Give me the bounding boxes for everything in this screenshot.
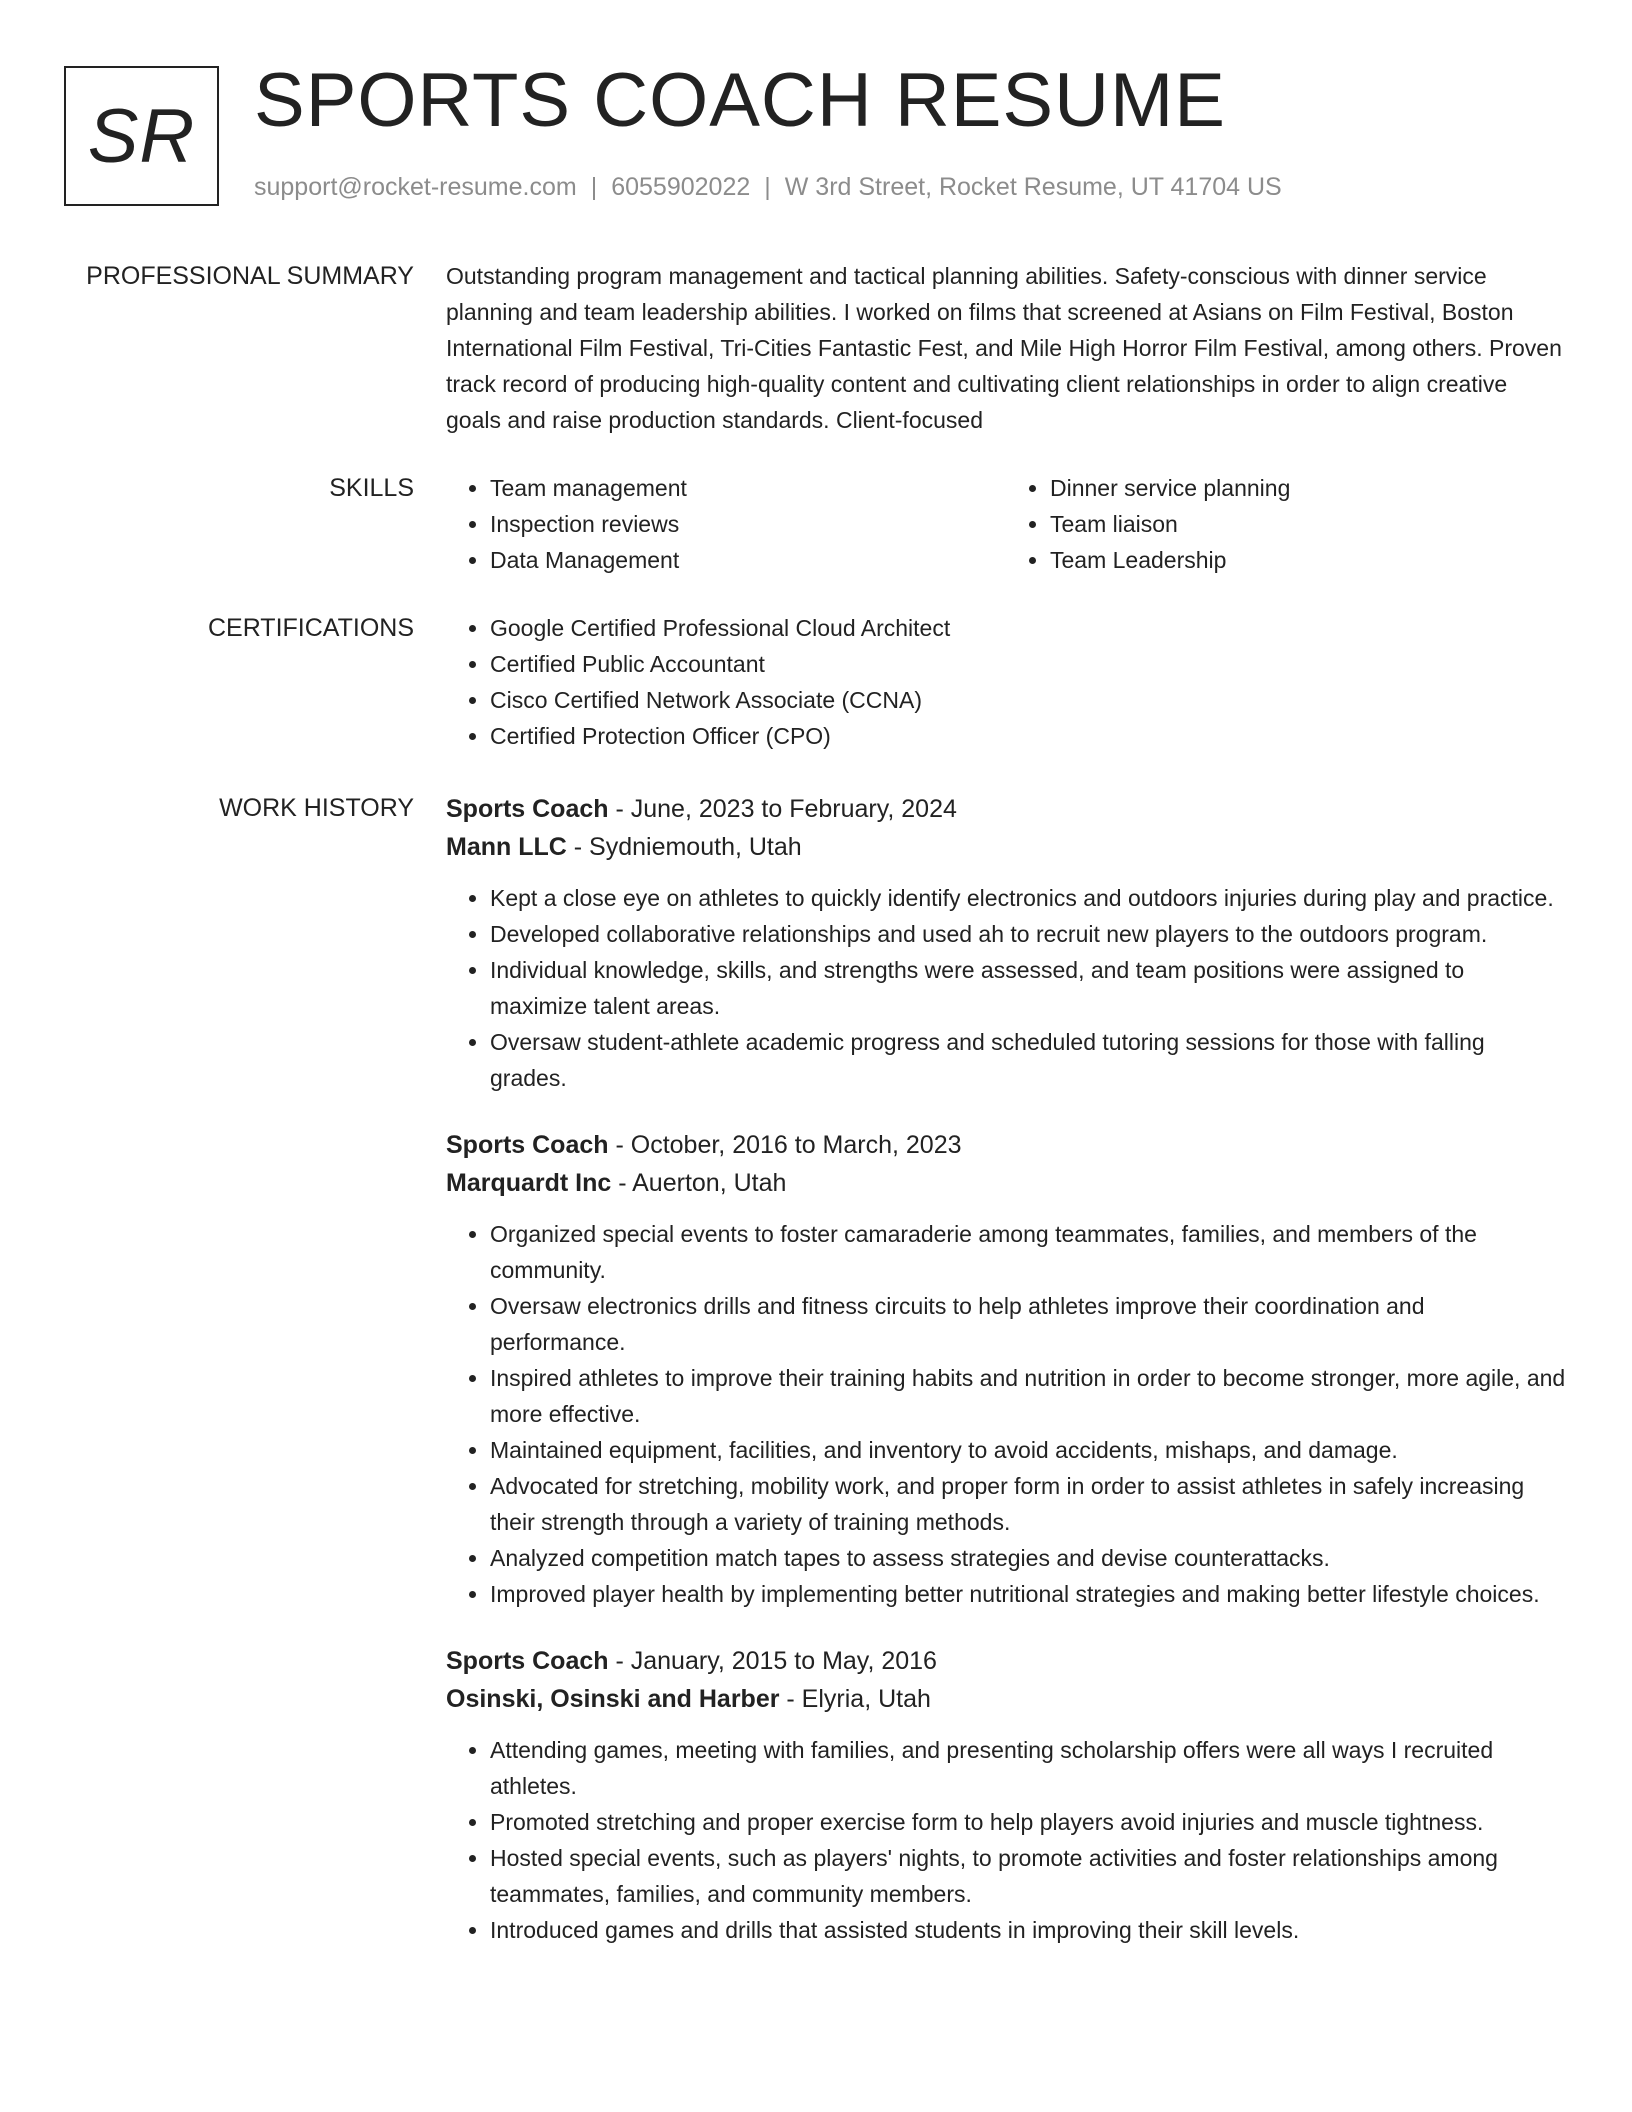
- job-bullet: • Organized special events to foster camaraderie among teammates, families, and members of the community.: [490, 1216, 1566, 1288]
- job-company: Marquardt Inc: [446, 1169, 612, 1197]
- skill-item: • Team management: [490, 470, 1006, 506]
- page-title: SPORTS COACH RESUME: [254, 58, 1226, 143]
- contact-email: support@rocket-resume.com: [254, 173, 577, 201]
- certifications-list: [446, 610, 1566, 754]
- job-bullets: [446, 880, 1566, 1096]
- job-bullet: • Improved player health by implementing better nutritional strategies and making better lifestyle choices.: [490, 1576, 1566, 1612]
- section-label-work-history: WORK HISTORY: [219, 794, 414, 822]
- job-bullets: [446, 1216, 1566, 1612]
- contact-line: [254, 173, 1282, 202]
- job-dates: - January, 2015 to May, 2016: [608, 1647, 937, 1675]
- job-bullet: • Kept a close eye on athletes to quickly identify electronics and outdoors injuries during play and practice.: [490, 880, 1566, 916]
- skill-item: • Inspection reviews: [490, 506, 1006, 542]
- skills-column-2: [1006, 470, 1566, 578]
- job-location: - Sydniemouth, Utah: [566, 833, 802, 861]
- skill-item: • Team Leadership: [1050, 542, 1566, 578]
- job-entry: [446, 1642, 1566, 1948]
- job-company-line: [446, 828, 1566, 866]
- job-company-line: [446, 1680, 1566, 1718]
- contact-address: W 3rd Street, Rocket Resume, UT 41704 US: [784, 173, 1282, 201]
- job-title-line: [446, 1642, 1566, 1680]
- job-bullet: • Promoted stretching and proper exercise form to help players avoid injuries and muscle tightness.: [490, 1804, 1566, 1840]
- certification-item: • Certified Protection Officer (CPO): [490, 718, 1566, 754]
- job-bullet: • Developed collaborative relationships and used ah to recruit new players to the outdoors program.: [490, 916, 1566, 952]
- section-label-certifications: CERTIFICATIONS: [207, 614, 414, 642]
- skill-item: • Dinner service planning: [1050, 470, 1566, 506]
- contact-phone: 6055902022: [611, 173, 751, 201]
- job-bullet: • Maintained equipment, facilities, and inventory to avoid accidents, mishaps, and damage.: [490, 1432, 1566, 1468]
- job-bullets: [446, 1732, 1566, 1948]
- section-label-skills: SKILLS: [329, 474, 414, 502]
- job-entry: [446, 1126, 1566, 1612]
- job-location: - Elyria, Utah: [779, 1685, 931, 1713]
- job-bullet: • Oversaw student-athlete academic progress and scheduled tutoring sessions for those with falling grades.: [490, 1024, 1566, 1096]
- job-bullet: • Attending games, meeting with families, and presenting scholarship offers were all ways I recruited athletes.: [490, 1732, 1566, 1804]
- job-bullet: • Analyzed competition match tapes to assess strategies and devise counterattacks.: [490, 1540, 1566, 1576]
- job-title-line: [446, 1126, 1566, 1164]
- certification-item: • Google Certified Professional Cloud Architect: [490, 610, 1566, 646]
- certification-item: • Cisco Certified Network Associate (CCNA): [490, 682, 1566, 718]
- job-bullet: • Inspired athletes to improve their training habits and nutrition in order to become stronger, more agile, and more effective.: [490, 1360, 1566, 1432]
- section-label-summary: PROFESSIONAL SUMMARY: [86, 262, 414, 290]
- job-dates: - June, 2023 to February, 2024: [608, 795, 957, 823]
- job-title: Sports Coach: [446, 795, 609, 823]
- job-bullet: • Advocated for stretching, mobility work, and proper form in order to assist athletes in safely increasing their strength through a variety of training methods.: [490, 1468, 1566, 1540]
- skill-item: • Team liaison: [1050, 506, 1566, 542]
- monogram-text: SR: [87, 93, 196, 179]
- job-dates: - October, 2016 to March, 2023: [608, 1131, 962, 1159]
- job-title-line: [446, 790, 1566, 828]
- work-history-body: [446, 790, 1566, 1948]
- skill-item: • Data Management: [490, 542, 1006, 578]
- job-company: Osinski, Osinski and Harber: [446, 1685, 780, 1713]
- contact-separator: |: [764, 173, 771, 201]
- job-company: Mann LLC: [446, 833, 567, 861]
- certification-item: • Certified Public Accountant: [490, 646, 1566, 682]
- job-entry: [446, 790, 1566, 1096]
- job-bullet: • Oversaw electronics drills and fitness circuits to help athletes improve their coordination and performance.: [490, 1288, 1566, 1360]
- certifications-body: [446, 610, 1566, 754]
- monogram-logo: [64, 66, 219, 206]
- job-title: Sports Coach: [446, 1647, 609, 1675]
- job-bullet: • Introduced games and drills that assisted students in improving their skill levels.: [490, 1912, 1566, 1948]
- job-bullet: • Hosted special events, such as players' nights, to promote activities and foster relationships among teammates, families, and community members.: [490, 1840, 1566, 1912]
- job-bullet: • Individual knowledge, skills, and strengths were assessed, and team positions were assigned to maximize talent areas.: [490, 952, 1566, 1024]
- job-location: - Auerton, Utah: [611, 1169, 787, 1197]
- contact-separator: |: [590, 173, 598, 201]
- skills-column-1: [446, 470, 1006, 578]
- job-company-line: [446, 1164, 1566, 1202]
- skills-list: [446, 470, 1566, 578]
- summary-text: Outstanding program management and tactical planning abilities. Safety-conscious with dinner service planning and team leadership abilities. I worked on films that screened at Asians on Film Festival, Boston International Film Festival, Tri-Cities Fantastic Fest, and Mile High Horror Film Festival, among others. Proven track record of producing high-quality content and cultivating client relationships in order to align creative goals and raise production standards. Client-focused: [446, 263, 1562, 433]
- job-title: Sports Coach: [446, 1131, 609, 1159]
